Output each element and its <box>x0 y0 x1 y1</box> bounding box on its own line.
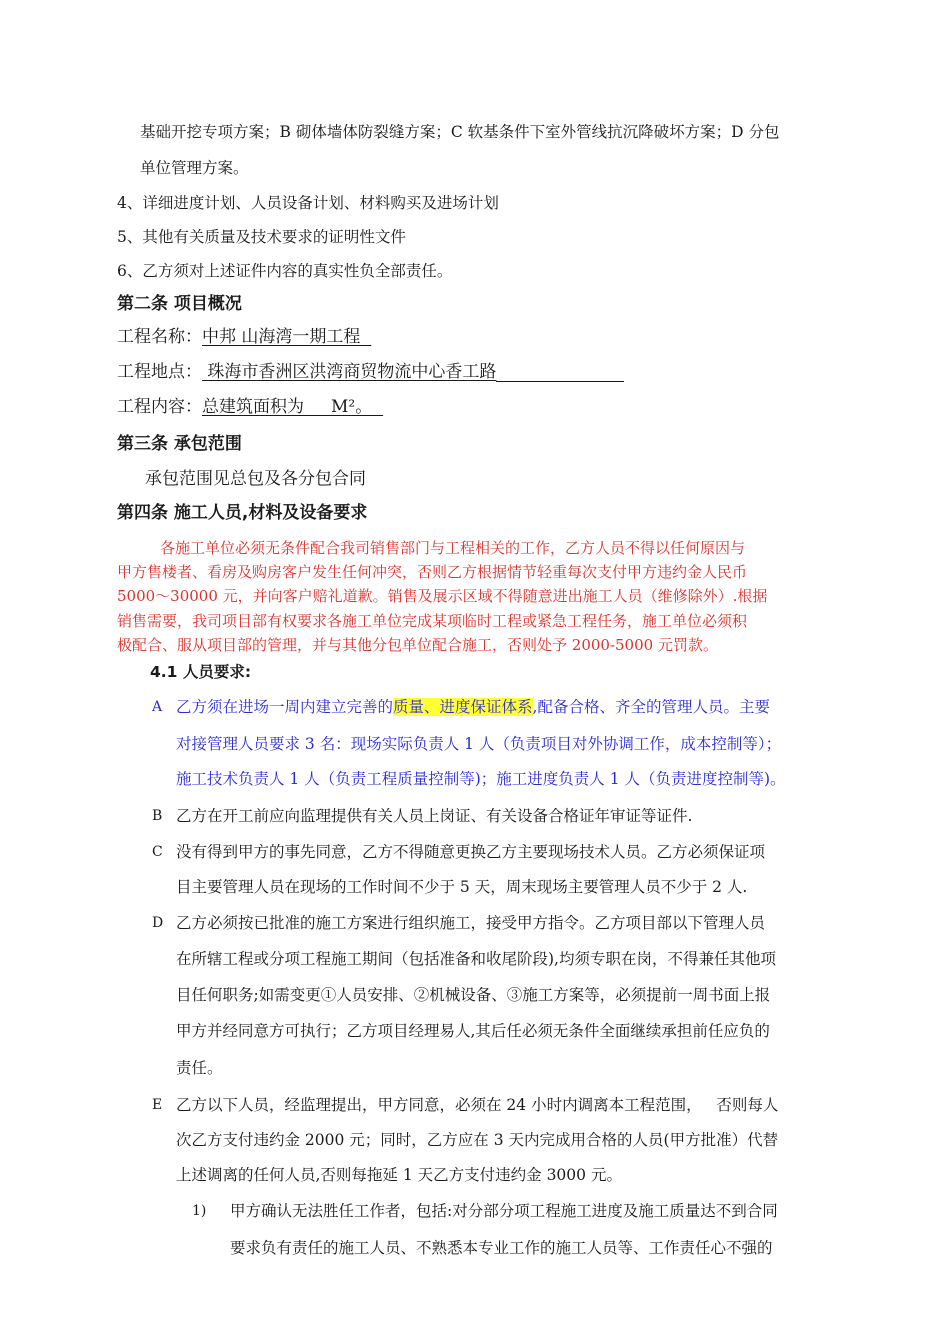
article-4-heading: 第四条 施工人员,材料及设备要求 <box>117 503 368 523</box>
item-e-marker: E <box>152 1097 163 1113</box>
item-b-line-1: 乙方在开工前应向监理提供有关人员上岗证、有关设备合格证年审证等证件. <box>176 807 693 825</box>
project-location-value: 珠海市香洲区洪湾商贸物流中心香工路 <box>202 362 497 382</box>
red-paragraph-line-1: 各施工单位必须无条件配合我司销售部门与工程相关的工作，乙方人员不得以任何原因与 <box>160 539 746 557</box>
item-c-line-2: 目主要管理人员在现场的工作时间不少于 5 天，周末现场主要管理人员不少于 2 人. <box>176 878 748 896</box>
red-paragraph-line-5: 极配合、服从项目部的管理，并与其他分包单位配合施工，否则处予 2000-5000 元罚款。 <box>117 636 718 654</box>
item-e1-line-1: 甲方确认无法胜任工作者，包括:对分部分项工程施工进度及施工质量达不到合同 <box>230 1202 778 1220</box>
item-a-line-1 <box>176 697 770 717</box>
location-blank-underline <box>496 363 624 382</box>
item-e1-line-2: 要求负有责任的施工人员、不熟悉本专业工作的施工人员等、工作责任心不强的 <box>230 1239 773 1257</box>
article-2-heading: 第二条 项目概况 <box>117 294 242 314</box>
list-item-6: 6、乙方须对上述证件内容的真实性负全部责任。 <box>117 262 453 280</box>
project-name-value: 中邦 山海湾一期工程 <box>202 327 372 347</box>
item-a-highlight: 质量、进度保证体系 <box>393 698 533 716</box>
red-paragraph-line-4: 销售需要，我司项目部有权要求各施工单位完成某项临时工程或紧急工程任务，施工单位必须积 <box>117 612 748 630</box>
item-a-marker: A <box>152 699 163 715</box>
item-b-marker: B <box>152 808 163 824</box>
item-e1-marker: 1) <box>192 1203 207 1219</box>
item-a-text-pre: 乙方须在进场一周内建立完善的 <box>176 698 394 716</box>
project-name-row <box>117 327 371 347</box>
red-paragraph-line-3: 5000～30000 元，并向客户赔礼道歉。销售及展示区域不得随意进出施工人员（维修除外）.根据 <box>117 587 768 605</box>
item-d-line-2: 在所辖工程或分项工程施工期间（包括准备和收尾阶段),均须专职在岗，不得兼任其他项 <box>176 950 776 968</box>
intro-line-1: 基础开挖专项方案；B 砌体墙体防裂缝方案；C 软基条件下室外管线抗沉降破坏方案；D 分包 <box>140 123 780 141</box>
project-location-label: 工程地点： <box>117 362 202 382</box>
project-content-label: 工程内容： <box>117 397 202 417</box>
red-paragraph-line-2: 甲方售楼者、看房及购房客户发生任何冲突，否则乙方根据情节轻重每次支付甲方违约金人民币 <box>117 563 748 581</box>
item-a-text-post: ,配备合格、齐全的管理人员。主要 <box>532 698 770 716</box>
item-d-line-1: 乙方必须按已批准的施工方案进行组织施工，接受甲方指令。乙方项目部以下管理人员 <box>176 914 766 932</box>
list-item-4: 4、详细进度计划、人员设备计划、材料购买及进场计划 <box>117 194 499 212</box>
article-3-text: 承包范围见总包及各分包合同 <box>145 469 366 489</box>
item-d-line-5: 责任。 <box>176 1059 223 1077</box>
item-d-line-3: 目任何职务;如需变更①人员安排、②机械设备、③施工方案等，必须提前一周书面上报 <box>176 986 771 1004</box>
item-c-line-1: 没有得到甲方的事先同意，乙方不得随意更换乙方主要现场技术人员。乙方必须保证项 <box>176 843 766 861</box>
item-a-line-3: 施工技术负责人 1 人（负责工程质量控制等)；施工进度负责人 1 人（负责进度控制等)。 <box>176 770 786 788</box>
project-name-label: 工程名称： <box>117 327 202 347</box>
section-4-1-heading: 4.1 人员要求: <box>150 663 252 681</box>
project-content-value: 总建筑面积为 M²。 <box>202 397 384 417</box>
item-d-marker: D <box>152 915 164 931</box>
item-e-line-2: 次乙方支付违约金 2000 元；同时，乙方应在 3 天内完成用合格的人员(甲方批准）代替 <box>176 1131 779 1149</box>
item-a-line-2: 对接管理人员要求 3 名：现场实际负责人 1 人（负责项目对外协调工作，成本控制等）； <box>176 735 782 753</box>
item-c-marker: C <box>152 844 163 860</box>
article-3-heading: 第三条 承包范围 <box>117 434 242 454</box>
project-content-row <box>117 397 383 417</box>
item-e-line-3: 上述调离的任何人员,否则每拖延 1 天乙方支付违约金 3000 元。 <box>176 1166 622 1184</box>
project-location-row <box>117 362 624 382</box>
intro-line-2: 单位管理方案。 <box>140 159 249 177</box>
item-d-line-4: 甲方并经同意方可执行；乙方项目经理易人,其后任必须无条件全面继续承担前任应负的 <box>176 1022 770 1040</box>
item-e-line-1: 乙方以下人员，经监理提出，甲方同意，必须在 24 小时内调离本工程范围， 否则每人 <box>176 1096 779 1114</box>
list-item-5: 5、其他有关质量及技术要求的证明性文件 <box>117 228 406 246</box>
